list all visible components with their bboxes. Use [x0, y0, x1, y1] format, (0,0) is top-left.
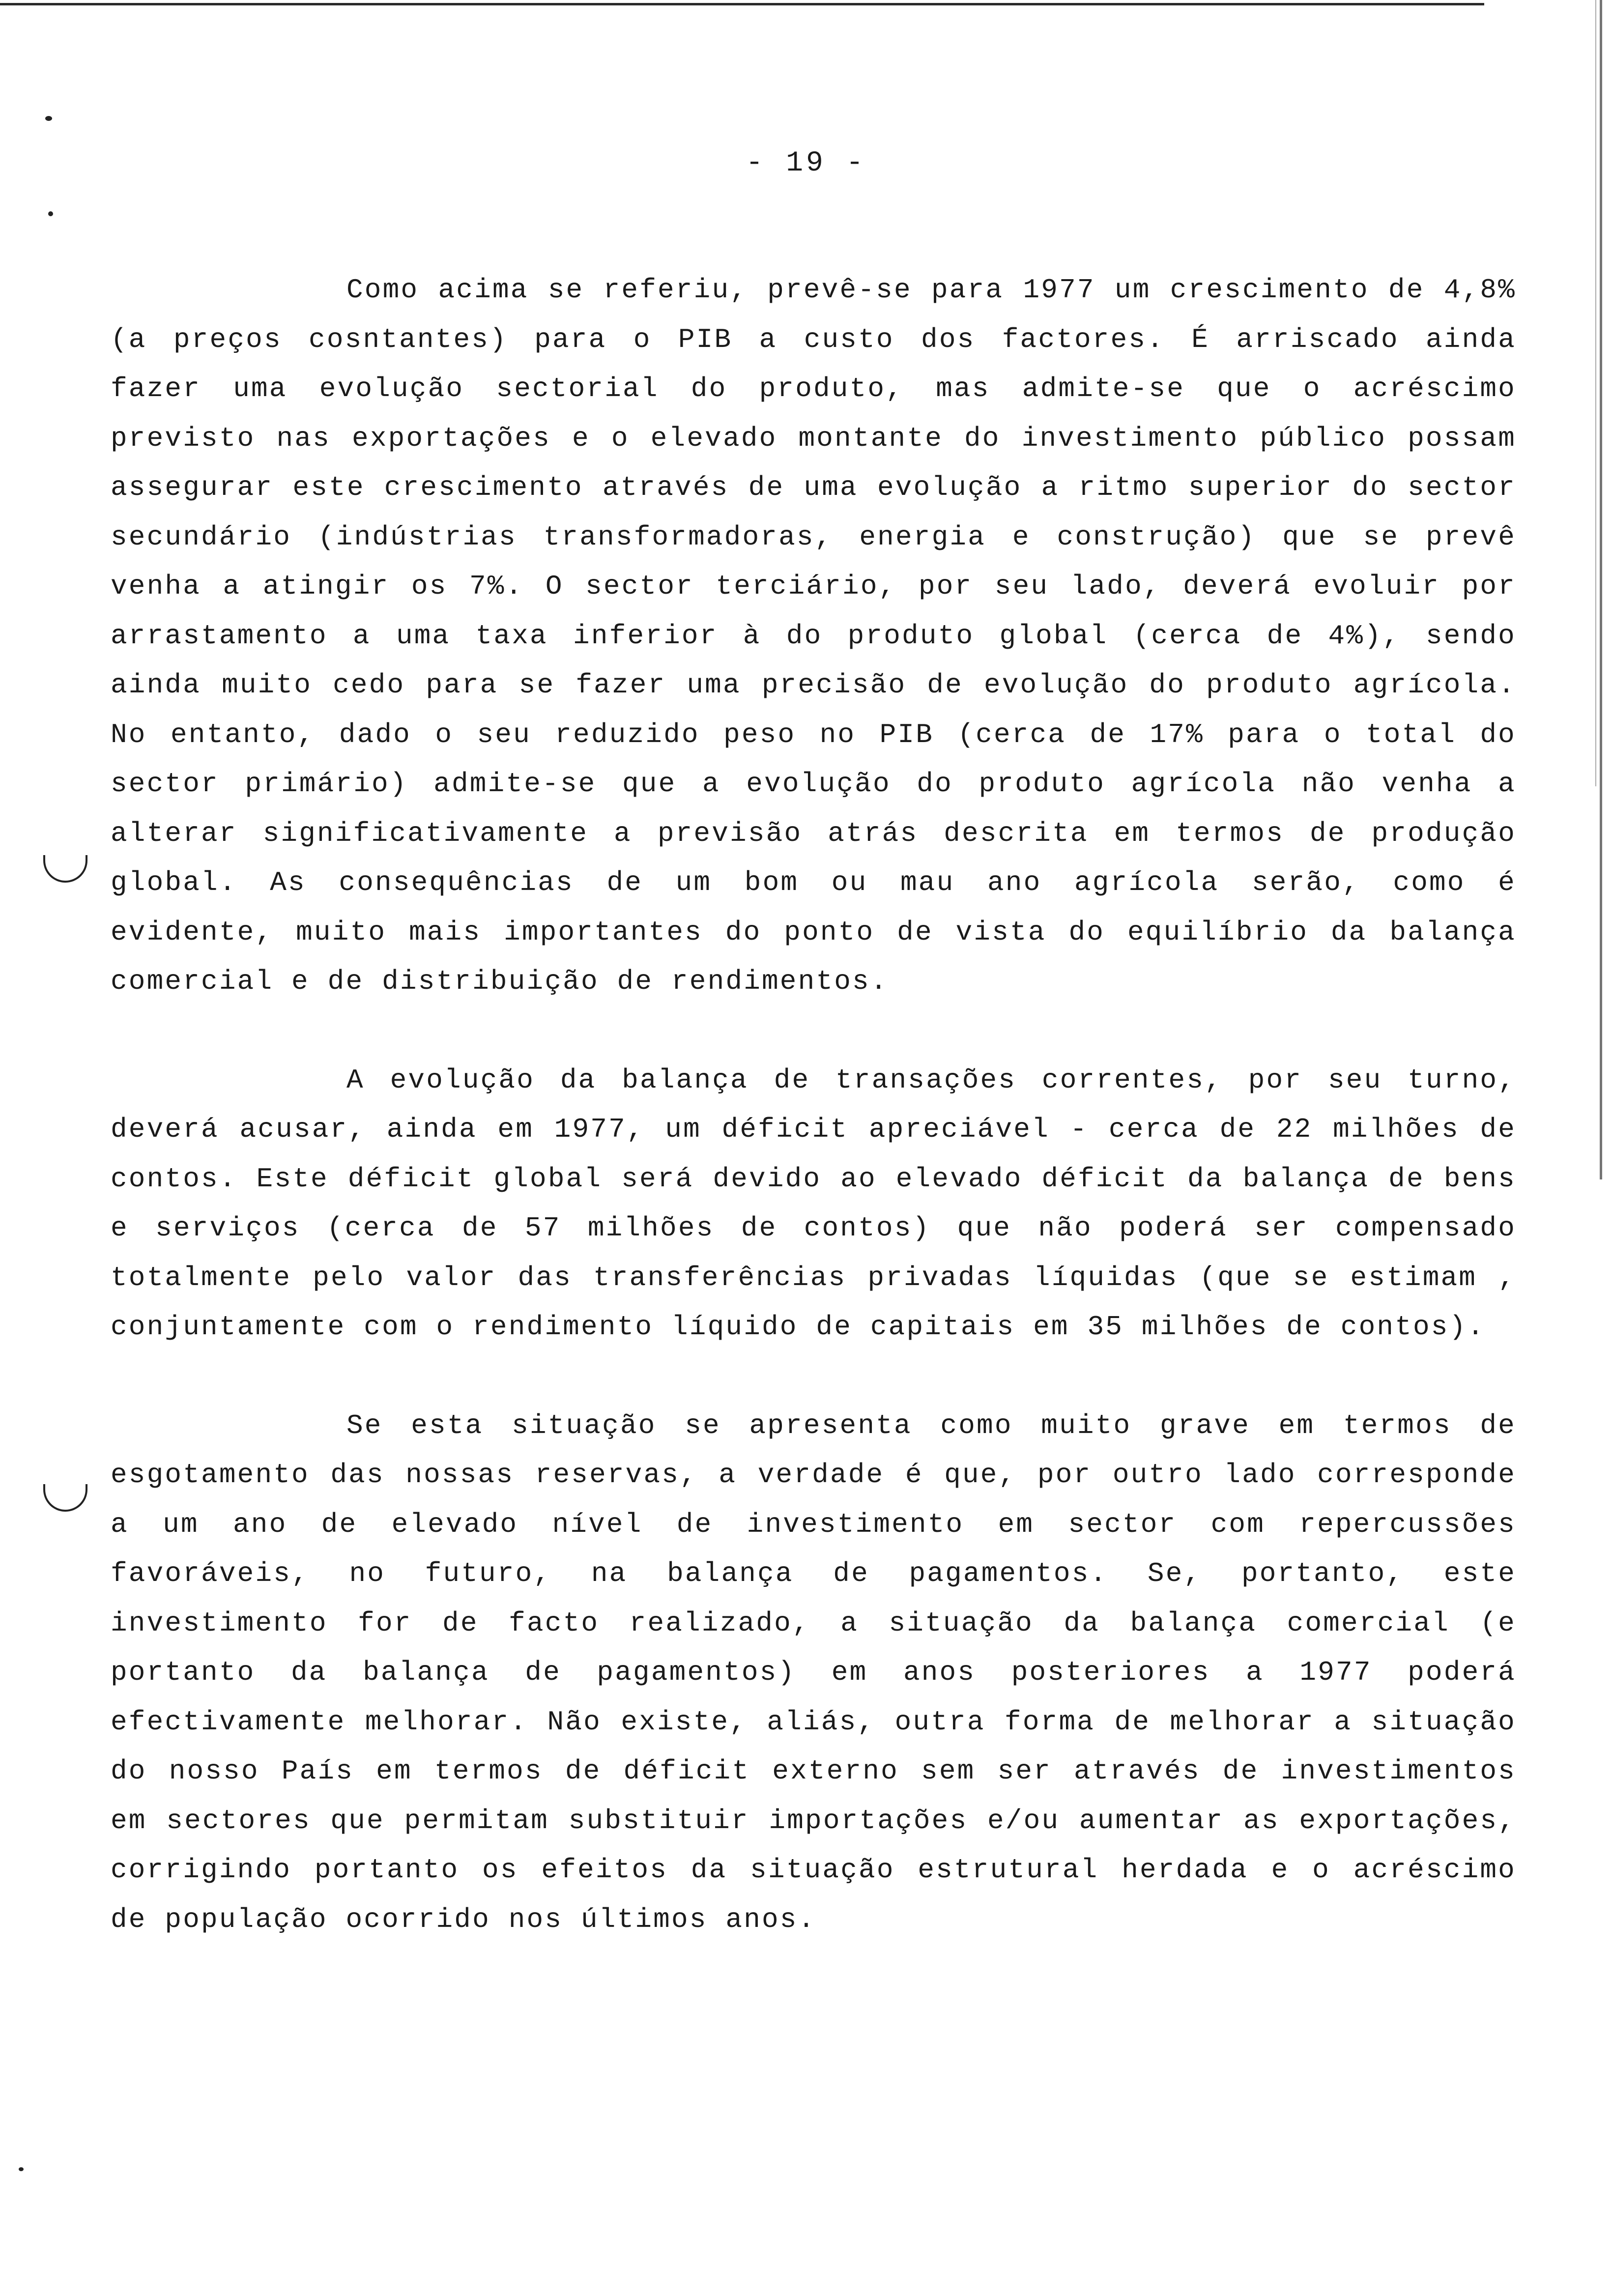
paragraph — [111, 1401, 1516, 1945]
document-body — [111, 265, 1516, 1944]
paragraph-text: Se esta situação se apresenta como muito grave em termos de esgotamento das nossas reservas, a verdade é que, por outro lado corresponde a um ano de elevado nível de investimento em sector com repercussões favoráveis, no futuro, na balança de pagamentos. Se, portanto, este investimento for de facto realizado, a situação da balança comercial (e portanto da balança de pagamentos) em anos posteriores a 1977 poderá efectivamente melhorar. Não existe, aliás, outra forma de melhorar a situação do nosso País em termos de déficit externo sem ser através de investimentos em sectores que permitam substituir importações e/ou aumentar as exportações, corrigindo portanto os efeitos da situação estrutural herdada e o acréscimo de população ocorrido nos últimos anos. — [111, 1409, 1516, 1935]
binder-hole-mark — [43, 1484, 87, 1512]
scan-speck — [48, 211, 53, 216]
scan-edge-shadow-inner — [1595, 0, 1596, 786]
top-border-line — [0, 3, 1484, 5]
scan-speck — [45, 116, 52, 121]
paragraph — [111, 1056, 1516, 1352]
paragraph-text: Como acima se referiu, prevê-se para 1977 um crescimento de 4,8% (a preços cosntantes) para o PIB a custo dos factores. É arriscado ainda fazer uma evolução sectorial do produto, mas admite-se que o acréscimo previsto nas exportações e o elevado montante do investimento público possam assegurar este crescimento através de uma evolução a ritmo superior do sector secundário (indústrias transformadoras, energia e construção) que se prevê venha a atingir os 7%. O sector terciário, por seu lado, deverá evoluir por arrastamento a uma taxa inferior à do produto global (cerca de 4%), sendo ainda muito cedo para se fazer uma precisão de evolução do produto agrícola. No entanto, dado o seu reduzido peso no PIB (cerca de 17% para o total do sector primário) admite-se que a evolução do produto agrícola não venha a alterar significativamente a previsão atrás descrita em termos de produção global. As consequências de um bom ou mau ano agrícola serão, como é evidente, muito mais importantes do ponto de vista do equilíbrio da balança comercial e de distribuição de rendimentos. — [111, 274, 1516, 997]
scan-speck — [19, 2167, 24, 2171]
binder-hole-mark — [43, 855, 87, 883]
page-number: - 19 - — [746, 147, 866, 179]
paragraph-text: A evolução da balança de transações correntes, por seu turno, deverá acusar, ainda em 1977, um déficit apreciável - cerca de 22 milhões de contos. Este déficit global será devido ao elevado déficit da balança de bens e serviços (cerca de 57 milhões de contos) que não poderá ser compensado totalmente pelo valor das transferências privadas líquidas (que se estimam , conjuntamente com o rendimento líquido de capitais em 35 milhões de contos). — [111, 1064, 1516, 1343]
paragraph — [111, 265, 1516, 1006]
